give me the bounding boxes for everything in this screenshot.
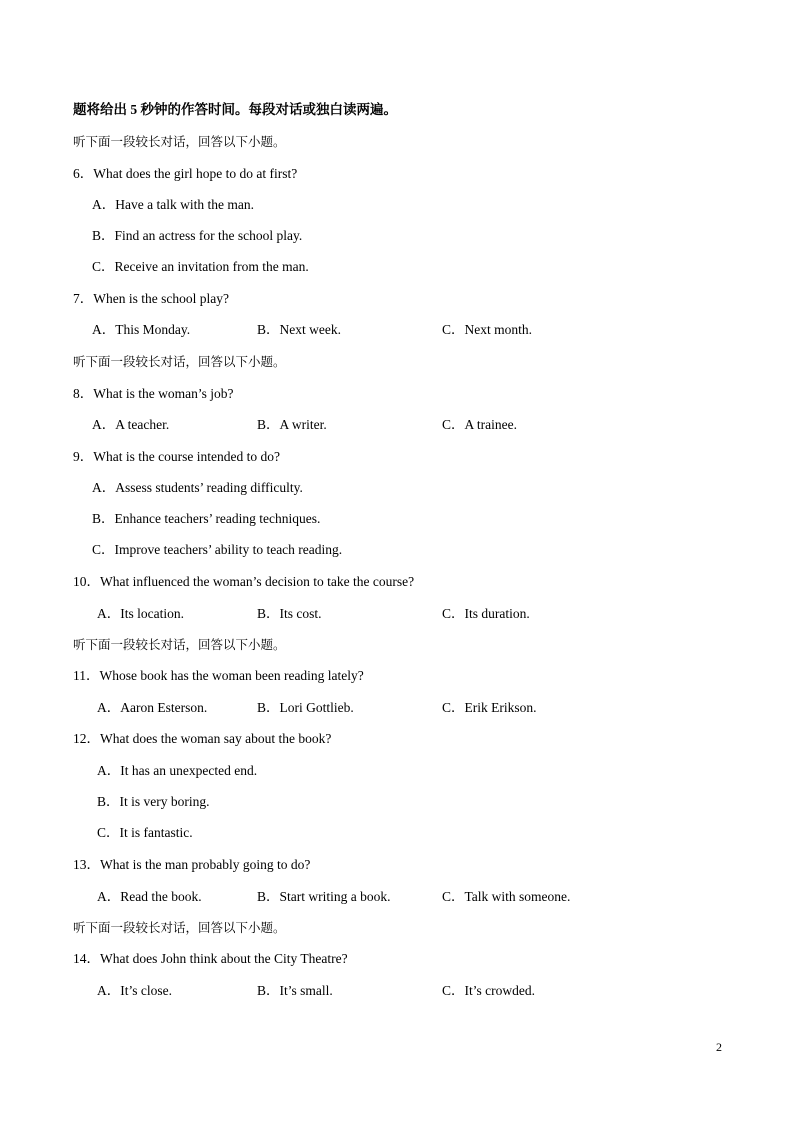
question-stem: 14．What does John think about the City Theatre? — [73, 951, 348, 966]
option-c: C．Talk with someone. — [442, 889, 571, 904]
option-a: A．Have a talk with the man. — [92, 197, 254, 212]
question-stem: 13．What is the man probably going to do? — [73, 857, 311, 872]
option-a: A．Read the book. — [97, 889, 202, 904]
option-c: C．It’s crowded. — [442, 983, 535, 998]
dialogue-instruction: 听下面一段较长对话，回答以下小题。 — [73, 920, 286, 935]
question-stem: 12．What does the woman say about the book? — [73, 731, 332, 746]
option-c: C．It is fantastic. — [97, 825, 193, 840]
option-a: A．It’s close. — [97, 983, 172, 998]
option-a: A．It has an unexpected end. — [97, 763, 258, 778]
option-a: A．This Monday. — [92, 322, 191, 337]
option-b: B．Lori Gottlieb. — [257, 700, 354, 715]
option-c: C．A trainee. — [442, 417, 517, 432]
question-stem: 6．What does the girl hope to do at first? — [73, 166, 298, 181]
option-c: C．Improve teachers’ ability to teach reading. — [92, 542, 343, 557]
section-intro: 题将给出 5 秒钟的作答时间。每段对话或独白读两遍。 — [73, 102, 397, 117]
question-stem: 8．What is the woman’s job? — [73, 386, 234, 401]
question-stem: 7．When is the school play? — [73, 291, 229, 306]
option-c: C．Its duration. — [442, 606, 530, 621]
question-stem: 11．Whose book has the woman been reading lately? — [73, 668, 364, 683]
option-b: B．Find an actress for the school play. — [92, 228, 303, 243]
option-b: B．A writer. — [257, 417, 327, 432]
option-c: C．Next month. — [442, 322, 532, 337]
dialogue-instruction: 听下面一段较长对话，回答以下小题。 — [73, 354, 286, 369]
dialogue-instruction: 听下面一段较长对话，回答以下小题。 — [73, 637, 286, 652]
question-stem: 10．What influenced the woman’s decision to take the course? — [73, 574, 415, 589]
option-b: B．Next week. — [257, 322, 341, 337]
option-a: A．Aaron Esterson. — [97, 700, 208, 715]
option-a: A．Assess students’ reading difficulty. — [92, 480, 303, 495]
page-number: 2 — [716, 1040, 722, 1054]
option-c: C．Receive an invitation from the man. — [92, 259, 309, 274]
option-b: B．It’s small. — [257, 983, 333, 998]
option-b: B．Start writing a book. — [257, 889, 391, 904]
option-c: C．Erik Erikson. — [442, 700, 537, 715]
option-b: B．It is very boring. — [97, 794, 210, 809]
question-stem: 9．What is the course intended to do? — [73, 449, 280, 464]
option-a: A．Its location. — [97, 606, 184, 621]
option-a: A．A teacher. — [92, 417, 170, 432]
dialogue-instruction: 听下面一段较长对话，回答以下小题。 — [73, 134, 286, 149]
option-b: B．Enhance teachers’ reading techniques. — [92, 511, 321, 526]
option-b: B．Its cost. — [257, 606, 322, 621]
